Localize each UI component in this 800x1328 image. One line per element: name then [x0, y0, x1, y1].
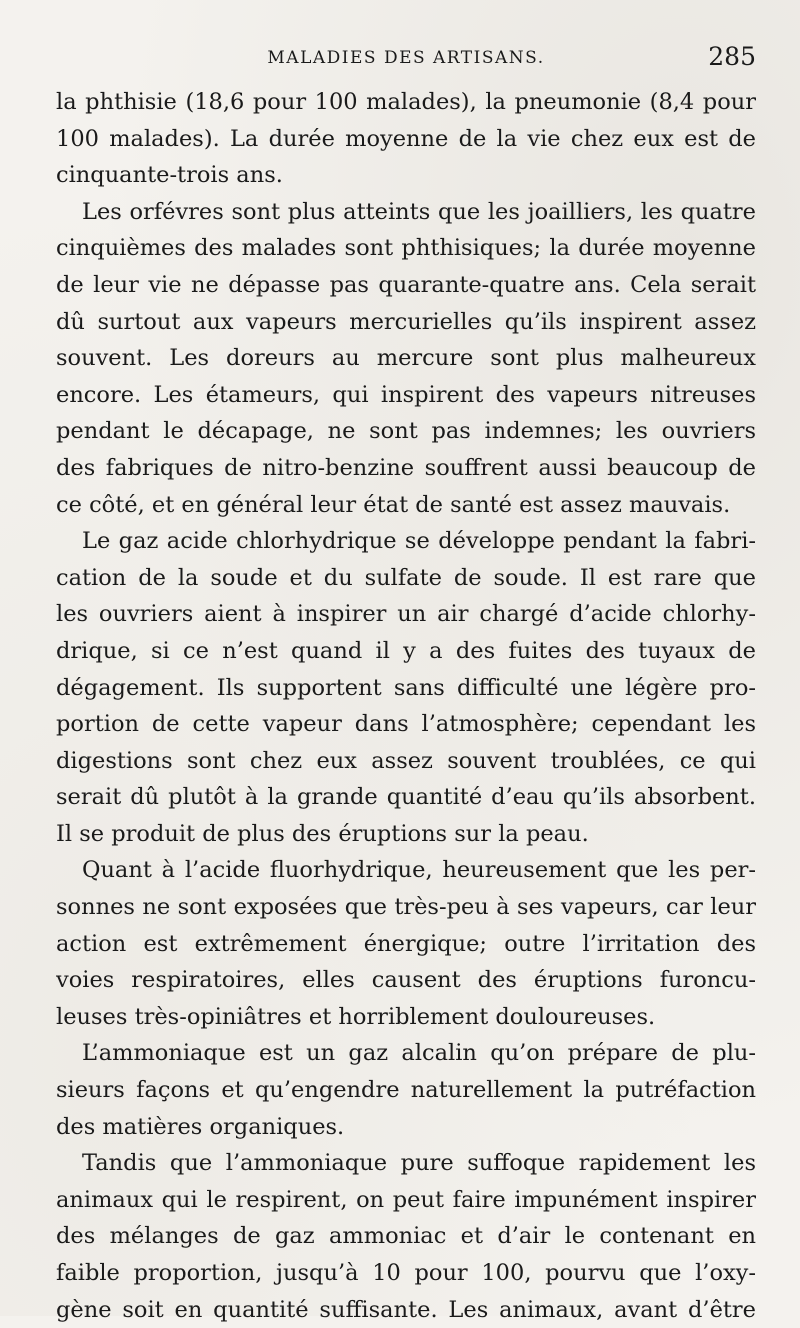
text-line: des fabriques de nitro-benzine souffrent aussi beaucoup de — [56, 454, 756, 481]
text-line: action est extrêmement énergique; outre l’irritation des — [56, 930, 756, 957]
text-line: serait dû plutôt à la grande quantité d’eau qu’ils absorbent. — [56, 784, 756, 811]
text-line: digestions sont chez eux assez souvent troublées, ce qui — [56, 747, 756, 774]
text-line: Les orfévres sont plus atteints que les joailliers, les quatre — [82, 198, 756, 225]
text-line: sieurs façons et qu’engendre naturellement la putréfaction — [56, 1077, 756, 1104]
text-line: les ouvriers aient à inspirer un air chargé d’acide chlorhy- — [56, 601, 756, 628]
text-line: leuses très-opiniâtres et horriblement douloureuses. — [56, 1003, 656, 1030]
text-line: Tandis que l’ammoniaque pure suffoque rapidement les — [82, 1150, 756, 1177]
text-line: cation de la soude et du sulfate de soude. Il est rare que — [56, 564, 756, 591]
text-line: encore. Les étameurs, qui inspirent des vapeurs nitreuses — [56, 381, 756, 408]
text-line: Le gaz acide chlorhydrique se développe pendant la fabri- — [82, 528, 756, 555]
text-line: cinquièmes des malades sont phthisiques; la durée moyenne — [56, 235, 756, 262]
body-text — [56, 84, 756, 1328]
text-line: dû surtout aux vapeurs mercurielles qu’ils inspirent assez — [56, 308, 756, 335]
text-line: animaux qui le respirent, on peut faire impunément inspirer — [56, 1186, 756, 1213]
text-line: portion de cette vapeur dans l’atmosphère; cependant les — [56, 711, 756, 738]
text-line: drique, si ce n’est quand il y a des fuites des tuyaux de — [56, 637, 756, 664]
text-line: voies respiratoires, elles causent des éruptions furoncu- — [56, 967, 756, 994]
page-number: 285 — [708, 42, 756, 71]
text-line: L’ammoniaque est un gaz alcalin qu’on prépare de plu- — [82, 1040, 756, 1067]
text-line: des matières organiques. — [56, 1113, 345, 1140]
text-line: cinquante-trois ans. — [56, 162, 283, 189]
page-header — [56, 42, 756, 82]
text-line: ce côté, et en général leur état de santé est assez mauvais. — [56, 491, 731, 518]
text-line: pendant le décapage, ne sont pas indemnes; les ouvriers — [56, 418, 756, 445]
text-line: faible proportion, jusqu’à 10 pour 100, pourvu que l’oxy- — [56, 1260, 756, 1286]
text-line: 100 malades). La durée moyenne de la vie chez eux est de — [56, 125, 756, 152]
text-line: des mélanges de gaz ammoniac et d’air le contenant en — [56, 1223, 756, 1250]
text-line: sonnes ne sont exposées que très-peu à ses vapeurs, car leur — [56, 894, 756, 921]
text-line: Il se produit de plus des éruptions sur la peau. — [56, 820, 589, 847]
text-line: la phthisie (18,6 pour 100 malades), la pneumonie (8,4 pour — [56, 89, 756, 115]
text-line: souvent. Les doreurs au mercure sont plus malheureux — [56, 345, 756, 372]
text-line: gène soit en quantité suffisante. Les animaux, avant d’être — [56, 1296, 756, 1323]
text-line: dégagement. Ils supportent sans difficulté une légère pro- — [56, 674, 756, 701]
text-line: de leur vie ne dépasse pas quarante-quatre ans. Cela serait — [56, 271, 756, 298]
running-head: MALADIES DES ARTISANS. — [267, 48, 545, 68]
text-line: Quant à l’acide fluorhydrique, heureusement que les per- — [82, 857, 756, 884]
